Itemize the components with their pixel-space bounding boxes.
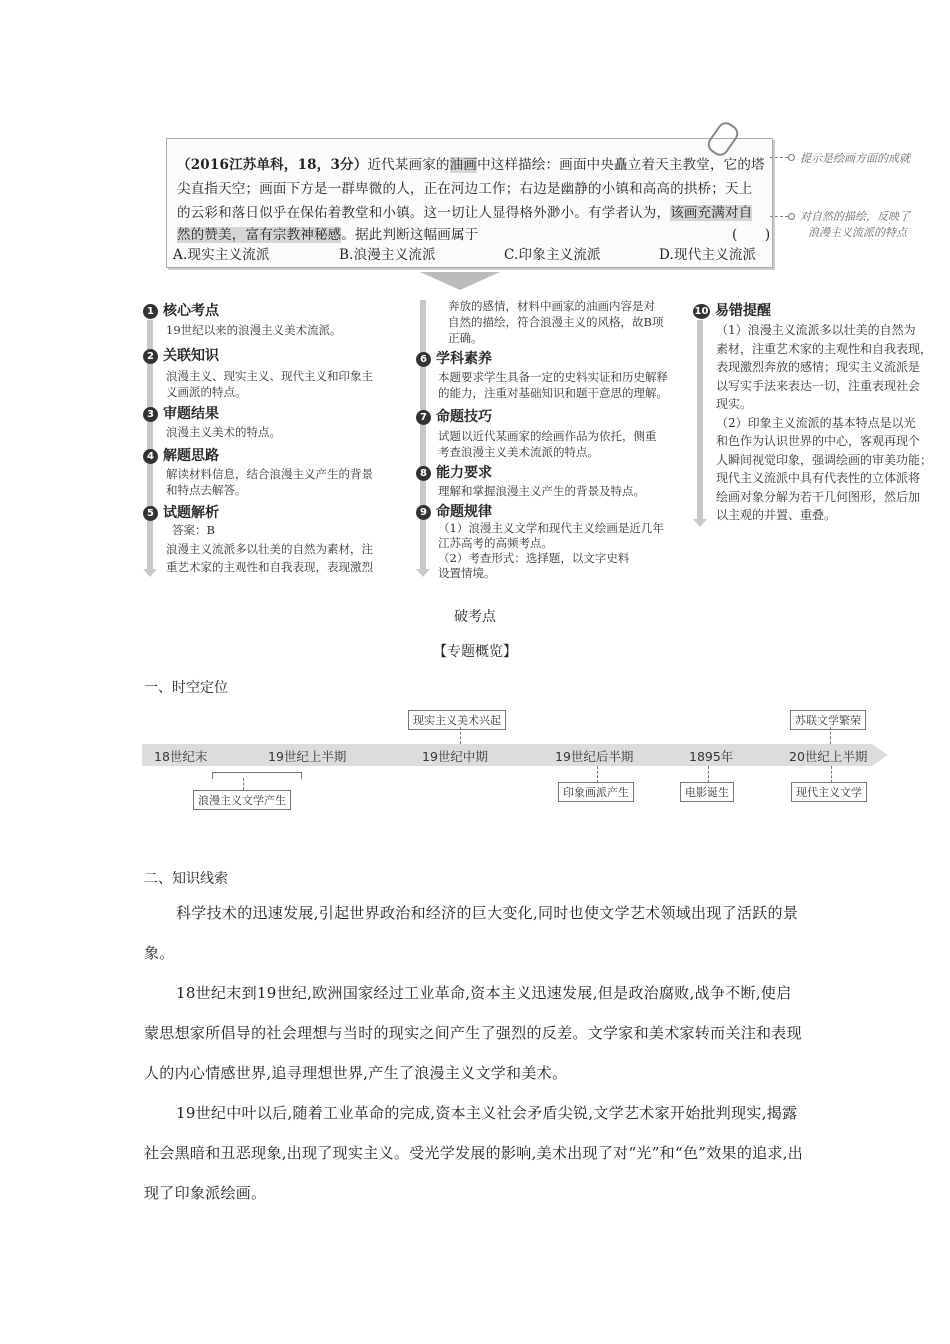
common-errors-line: （1）浪漫主义流派多以壮美的自然为 xyxy=(716,323,916,337)
question-text: 。据此判断这幅画属于 xyxy=(341,227,479,243)
section-title-timeline: 一、时空定位 xyxy=(144,680,228,696)
analysis-text: 浪漫主义流派多以壮美的自然为素材，注 xyxy=(166,542,373,556)
sub-heading: 【专题概览】 xyxy=(433,644,517,660)
subject-literacy-text: 本题要求学生具备一定的史料实证和历史解释 xyxy=(438,370,668,384)
knowledge-paragraphs xyxy=(144,893,804,1213)
number-badge: 4 xyxy=(143,449,158,464)
question-technique-text: 试题以近代某画家的绘画作品为依托，侧重 xyxy=(438,429,657,443)
analysis-text: 正确。 xyxy=(448,331,483,345)
heading-label: 审题结果 xyxy=(163,406,219,422)
heading-question-technique xyxy=(416,406,492,426)
heading-core-points xyxy=(143,300,219,320)
question-text: 中这样描绘：画面中央矗立着天主教堂，它的塔 xyxy=(477,157,765,173)
note-connector xyxy=(770,157,788,158)
solution-approach-text: 和特点去解答。 xyxy=(166,483,247,497)
heading-subject-literacy xyxy=(416,348,492,368)
pattern-text: （2）考查形式：选择题，以文字史料 xyxy=(438,551,630,565)
ability-text: 理解和掌握浪漫主义产生的背景及特点。 xyxy=(438,484,645,498)
heading-related-knowledge xyxy=(143,345,219,365)
down-arrow-icon xyxy=(420,272,500,290)
highlight: 然的赞美，富有宗教神秘感 xyxy=(177,227,342,243)
number-badge: 1 xyxy=(143,304,158,319)
heading-label: 试题解析 xyxy=(163,505,219,521)
timeline-event-impressionism: 印象画派产生 xyxy=(558,782,634,802)
heading-label: 核心考点 xyxy=(163,303,219,319)
margin-note-2: 对自然的描绘，反映了 xyxy=(800,210,910,223)
pattern-text: 设置情境。 xyxy=(438,566,496,580)
question-line-4 xyxy=(177,223,771,243)
timeline-connector xyxy=(708,766,709,783)
pattern-text: 江苏高考的高频考点。 xyxy=(438,536,553,550)
column-2-bar xyxy=(420,300,426,570)
timeline-label: 19世纪上半期 xyxy=(268,749,347,764)
heading-analysis xyxy=(143,502,219,522)
pattern-text: （1）浪漫主义文学和现代主义绘画是近几年 xyxy=(438,521,664,535)
highlight: 油画 xyxy=(449,157,478,173)
timeline-event-modernism: 现代主义文学 xyxy=(791,782,867,802)
common-errors-line: 以写实手法来表达一切，注重表现社会 xyxy=(716,378,921,393)
solution-approach-text: 解读材料信息，结合浪漫主义产生的背景 xyxy=(166,467,373,481)
timeline-connector xyxy=(243,778,244,790)
timeline-label: 18世纪末 xyxy=(154,749,208,764)
timeline-event-film: 电影诞生 xyxy=(680,782,734,802)
question-text: 近代某画家的 xyxy=(367,157,450,173)
common-errors-line: 现代主义流派中具有代表性的立体派将 xyxy=(716,471,921,485)
answer-text: 答案：B xyxy=(172,523,215,537)
heading-label: 能力要求 xyxy=(436,465,492,481)
review-result-text: 浪漫主义美术的特点。 xyxy=(166,425,281,439)
question-line-3 xyxy=(177,201,752,221)
column-3-bar xyxy=(697,320,703,520)
option-c: C.印象主义流派 xyxy=(504,247,601,263)
paragraph: 19世纪中叶以后,随着工业革命的完成,资本主义社会矛盾尖锐,文学艺术家开始批判现实,揭露社会黑暗和丑恶现象,出现了现实主义。受光学发展的影响,美术出现了对“光”和“色”效果的追求,出现了印象派绘画。 xyxy=(144,1104,804,1202)
number-badge: 5 xyxy=(143,506,158,521)
common-errors-line: 表现激烈奔放的感情；现实主义流派是 xyxy=(716,360,921,374)
number-badge: 2 xyxy=(143,349,158,364)
heading-label: 命题规律 xyxy=(436,504,492,520)
common-errors-line: （2）印象主义流派的基本特点是以光 xyxy=(716,415,916,430)
paragraph: 18世纪末到19世纪,欧洲国家经过工业革命,资本主义迅速发展,但是政治腐败,战争不断,使启蒙思想家所倡导的社会理想与当时的现实之间产生了强烈的反差。文学家和美术家转而关注和表现人的内心情感世界,追寻理想世界,产生了浪漫主义文学和美术。 xyxy=(144,984,802,1082)
timeline-label: 1895年 xyxy=(689,749,734,764)
heading-pattern xyxy=(416,501,492,521)
number-badge: 7 xyxy=(416,410,431,425)
number-badge: 3 xyxy=(143,407,158,422)
answer-paren: ( ) xyxy=(732,227,771,243)
paragraph: 科学技术的迅速发展,引起世界政治和经济的巨大变化,同时也使文学艺术领域出现了活跃的景象。 xyxy=(144,904,799,962)
heading-label: 关联知识 xyxy=(163,348,219,364)
question-text: 的云彩和落日似乎在保佑着教堂和小镇。这一切让人显得格外渺小。有学者认为， xyxy=(177,205,671,221)
page-heading: 破考点 xyxy=(454,609,496,625)
timeline-connector xyxy=(460,727,461,744)
heading-label: 解题思路 xyxy=(163,448,219,464)
number-badge: 9 xyxy=(416,505,431,520)
core-points-text: 19世纪以来的浪漫主义美术流派。 xyxy=(166,323,342,337)
heading-label: 学科素养 xyxy=(436,351,492,367)
common-errors-line: 素材，注重艺术家的主观性和自我表现， xyxy=(716,341,933,356)
note-dot-icon xyxy=(788,154,795,161)
timeline-connector xyxy=(831,766,832,783)
heading-solution-approach xyxy=(143,445,219,465)
timeline-connector xyxy=(830,727,831,744)
question-technique-text: 考查浪漫主义美术流派的特点。 xyxy=(438,445,599,459)
number-badge: 6 xyxy=(416,352,431,367)
timeline-bracket xyxy=(212,772,302,779)
number-badge: 8 xyxy=(416,466,431,481)
heading-review-result xyxy=(143,403,219,423)
common-errors-line: 人瞬间视觉印象，强调绘画的审美功能； xyxy=(716,452,933,467)
heading-common-errors xyxy=(693,300,771,320)
timeline-connector xyxy=(597,766,598,783)
margin-note-2b: 浪漫主义流派的特点 xyxy=(808,226,907,239)
analysis-text: 奔放的感情，材料中画家的油画内容是对 xyxy=(448,299,655,313)
analysis-text: 重艺术家的主观性和自我表现，表现激烈 xyxy=(166,560,373,574)
common-errors-line: 现实。 xyxy=(716,397,753,411)
question-line-1 xyxy=(177,153,765,173)
common-errors-line: 和色作为认识世界的中心，客观再现个 xyxy=(716,434,921,448)
heading-label: 命题技巧 xyxy=(436,409,492,425)
note-dot-icon xyxy=(788,213,795,220)
heading-ability xyxy=(416,462,492,482)
related-knowledge-text: 浪漫主义、现实主义、现代主义和印象主 xyxy=(166,369,373,383)
timeline-arrow-icon xyxy=(872,744,888,766)
timeline-event-realism: 现实主义美术兴起 xyxy=(408,710,506,730)
number-badge: 10 xyxy=(694,306,709,317)
timeline-label: 19世纪中期 xyxy=(422,749,488,764)
note-connector xyxy=(770,216,788,217)
timeline-label: 20世纪上半期 xyxy=(789,749,868,764)
timeline-event-soviet-literature: 苏联文学繁荣 xyxy=(790,710,866,730)
timeline-label: 19世纪后半期 xyxy=(555,749,634,764)
related-knowledge-text: 义画派的特点。 xyxy=(166,385,247,399)
question-box xyxy=(166,138,773,268)
heading-label: 易错提醒 xyxy=(715,303,771,319)
timeline-event-romanticism: 浪漫主义文学产生 xyxy=(193,790,291,810)
option-a: A.现实主义流派 xyxy=(173,247,270,263)
highlight: 该画充满对自 xyxy=(670,205,753,221)
common-errors-line: 绘画对象分解为若干几何图形，然后加 xyxy=(716,489,921,504)
option-d: D.现代主义流派 xyxy=(659,247,757,263)
section-title-knowledge: 二、知识线索 xyxy=(144,871,228,887)
analysis-text: 自然的描绘，符合浪漫主义的风格，故B项 xyxy=(448,315,664,329)
margin-note-1: 提示是绘画方面的成就 xyxy=(800,152,910,165)
question-line-2: 尖直指天空；画面下方是一群卑微的人，正在河边工作；右边是幽静的小镇和高高的拱桥；天上 xyxy=(177,181,753,197)
question-source: （2016江苏单科，18，3分） xyxy=(177,157,368,173)
subject-literacy-text: 的能力，注重对基础知识和题干意思的理解。 xyxy=(438,386,668,400)
common-errors-line: 以主观的并置、重叠。 xyxy=(716,508,837,522)
timeline-bar xyxy=(142,744,872,766)
option-b: B.浪漫主义流派 xyxy=(339,247,436,263)
